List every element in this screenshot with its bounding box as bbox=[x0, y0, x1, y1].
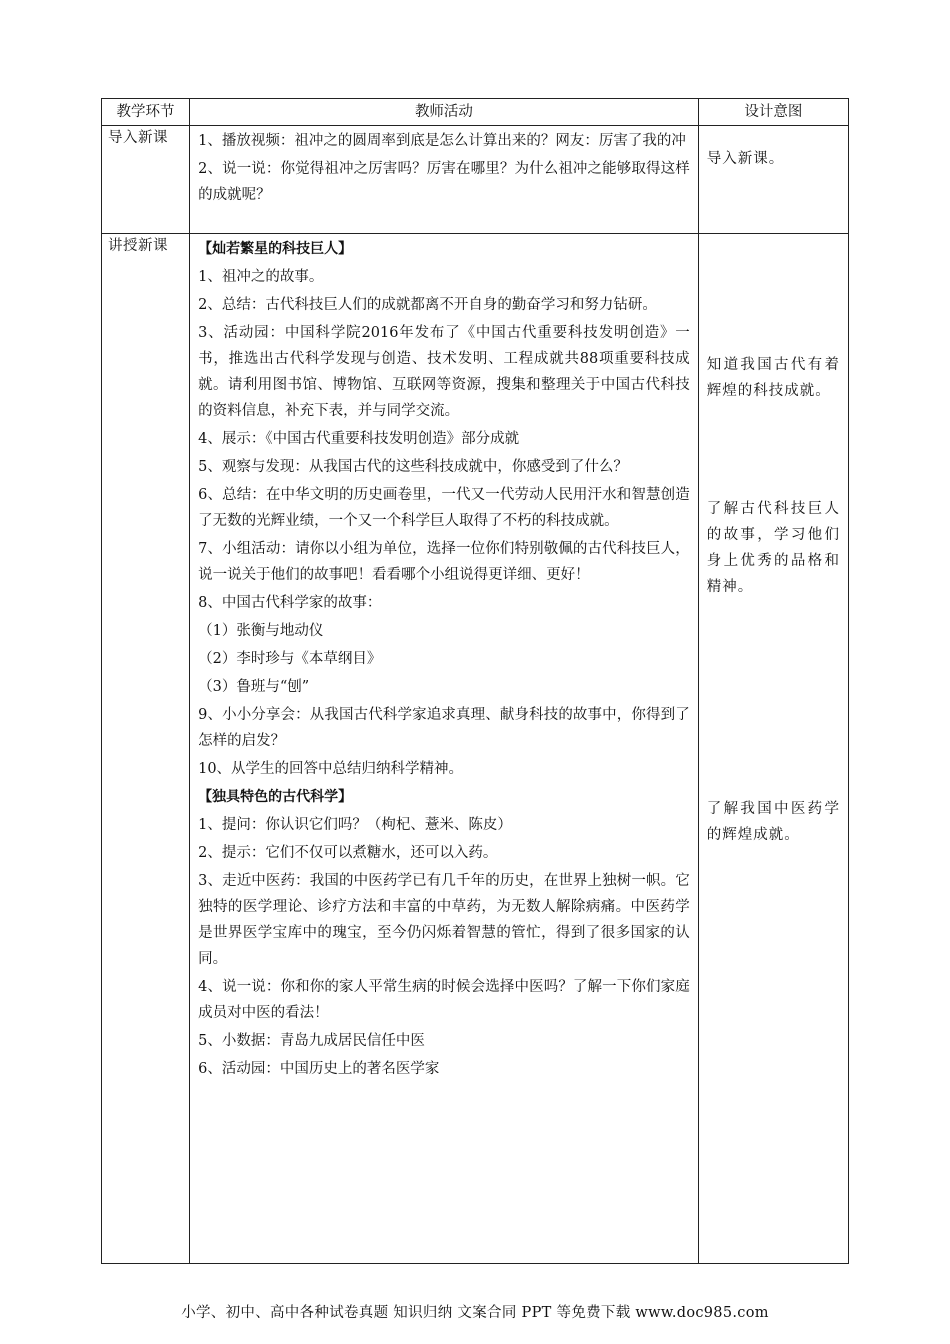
list-item: 1、祖冲之的故事。 bbox=[198, 269, 324, 285]
list-item: 5、小数据：青岛九成居民信任中医 bbox=[198, 1033, 425, 1049]
lesson-plan-table bbox=[101, 98, 849, 1264]
intent-new-lesson bbox=[698, 234, 848, 1264]
table-header-row bbox=[102, 99, 849, 126]
activity-new-lesson bbox=[190, 234, 699, 1264]
list-item: （2）李时珍与《本草纲目》 bbox=[198, 651, 382, 667]
list-item: 4、说一说：你和你的家人平常生病的时候会选择中医吗？了解一下你们家庭成员对中医的看法！ bbox=[198, 979, 690, 1021]
intent-intro-text: 导入新课。 bbox=[706, 151, 785, 167]
list-item: 4、展示：《中国古代重要科技发明创造》部分成就 bbox=[198, 431, 520, 447]
intro-item-2: 2、说一说：你觉得祖冲之厉害吗？厉害在哪里？为什么祖冲之能够取得这样的成就呢？ bbox=[198, 161, 690, 203]
intro-item-1: 1、播放视频：祖冲之的圆周率到底是怎么计算出来的？网友：厉害了我的冲 bbox=[198, 133, 686, 149]
section-heading-2: 【独具特色的古代科学】 bbox=[198, 789, 353, 805]
header-stage: 教学环节 bbox=[102, 99, 190, 126]
list-item: 3、活动园：中国科学院2016年发布了《中国古代重要科技发明创造》一书，推选出古代科学发现与创造、技术发明、工程成就共88项重要科技成就。请利用图书馆、博物馆、互联网等资源，搜集和整理关于中国古代科技的资料信息，补充下表，并与同学交流。 bbox=[198, 325, 690, 419]
list-item: （1）张衡与地动仪 bbox=[198, 623, 324, 639]
list-item: 9、小小分享会：从我国古代科学家追求真理、献身科技的故事中，你得到了怎样的启发？ bbox=[198, 707, 690, 749]
stage-new-lesson: 讲授新课 bbox=[102, 234, 190, 1264]
list-item: 2、总结：古代科技巨人们的成就都离不开自身的勤奋学习和努力钻研。 bbox=[198, 297, 657, 313]
list-item: （3）鲁班与“刨” bbox=[198, 679, 310, 695]
intent-intro bbox=[698, 126, 848, 234]
list-item: 3、走近中医药：我国的中医药学已有几千年的历史，在世界上独树一帜。它独特的医学理论、诊疗方法和丰富的中草药，为无数人解除病痛。中医药学是世界医学宝库中的瑰宝，至今仍闪烁着智慧的管忙，得到了很多国家的认同。 bbox=[198, 873, 690, 967]
intent-item-3: 了解我国中医药学的辉煌成就。 bbox=[706, 801, 840, 843]
page-footer: 小学、初中、高中各种试卷真题 知识归纳 文案合同 PPT 等免费下载 www.doc985.com bbox=[181, 1305, 769, 1321]
header-activity: 教师活动 bbox=[190, 99, 699, 126]
activity-intro bbox=[190, 126, 699, 234]
stage-intro: 导入新课 bbox=[102, 126, 190, 234]
intent-item-2: 了解古代科技巨人的故事，学习他们身上优秀的品格和精神。 bbox=[706, 501, 840, 595]
list-item: 7、小组活动：请你以小组为单位，选择一位你们特别敬佩的古代科技巨人，说一说关于他们的故事吧！看看哪个小组说得更详细、更好！ bbox=[198, 541, 690, 583]
list-item: 5、观察与发现：从我国古代的这些科技成就中，你感受到了什么？ bbox=[198, 459, 628, 475]
header-intent: 设计意图 bbox=[698, 99, 848, 126]
list-item: 1、提问：你认识它们吗？（枸杞、薏米、陈皮） bbox=[198, 817, 512, 833]
list-item: 6、活动园：中国历史上的著名医学家 bbox=[198, 1061, 440, 1077]
list-item: 6、总结：在中华文明的历史画卷里，一代又一代劳动人民用汗水和智慧创造了无数的光辉业绩，一个又一个科学巨人取得了不朽的科技成就。 bbox=[198, 487, 690, 529]
list-item: 10、从学生的回答中总结归纳科学精神。 bbox=[198, 761, 464, 777]
table-row-new-lesson bbox=[102, 234, 849, 1264]
intent-item-1: 知道我国古代有着辉煌的科技成就。 bbox=[706, 357, 840, 399]
list-item: 8、中国古代科学家的故事： bbox=[198, 595, 382, 611]
list-item: 2、提示：它们不仅可以煮糖水，还可以入药。 bbox=[198, 845, 498, 861]
table-row-intro bbox=[102, 126, 849, 234]
section-heading-1: 【灿若繁星的科技巨人】 bbox=[198, 241, 353, 257]
